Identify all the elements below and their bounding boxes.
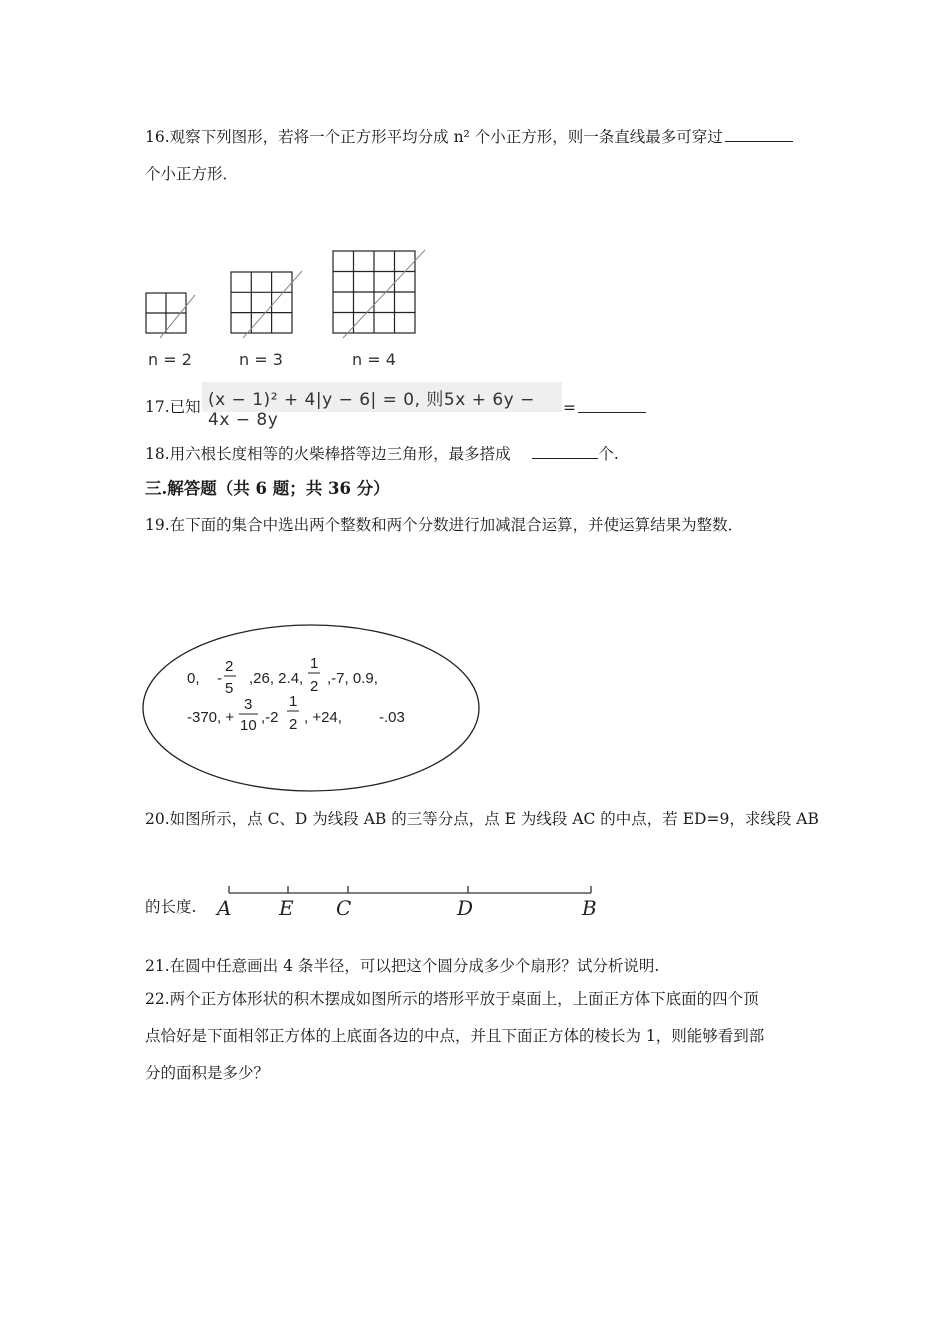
point-b-label: B [582, 896, 597, 920]
section-3-heading: 三.解答题（共 6 题；共 36 分） [145, 479, 390, 498]
q18-answer-blank[interactable] [532, 444, 598, 459]
q17-answer-blank[interactable] [578, 398, 646, 413]
label-n3: n = 3 [239, 350, 283, 369]
q17-formula: (x − 1)² + 4|y − 6| = 0, 则5x + 6y − 4x − 8y [208, 390, 535, 430]
q20-segment-figure [215, 880, 605, 922]
q16-line1 [145, 126, 793, 148]
grid-n4 [333, 251, 415, 333]
q19-text: 19.在下面的集合中选出两个整数和两个分数进行加减混合运算，并使运算结果为整数． [145, 516, 744, 534]
diagonal-n2 [160, 295, 195, 338]
point-c-label: C [336, 896, 352, 920]
set-item-0: 0, [187, 670, 200, 687]
point-e-label: E [279, 896, 294, 920]
set-items-c: -370, + [187, 709, 235, 726]
q16-text: 16.观察下列图形，若将一个正方形平均分成 n² 个小正方形，则一条直线最多可穿过 [145, 128, 723, 146]
q16-line2: 个小正方形． [145, 165, 239, 183]
set-item-last: -.03 [379, 709, 405, 726]
q22-line2: 点恰好是下面相邻正方体的上底面各边的中点，并且下面正方体的棱长为 1，则能够看到部 [145, 1027, 765, 1045]
q16-answer-blank[interactable] [725, 127, 793, 142]
set-minus: - [217, 670, 222, 687]
q20-line1: 20.如图所示，点 C、D 为线段 AB 的三等分点，点 E 为线段 AC 的中点，若 ED=9，求线段 AB [145, 810, 819, 828]
set-frac2-den: 2 [310, 678, 319, 695]
set-frac4-den: 2 [289, 716, 298, 733]
set-frac1-den: 5 [225, 680, 234, 697]
set-frac3-den: 10 [240, 717, 257, 734]
set-items-b: ,-7, 0.9, [327, 670, 378, 687]
set-frac4-num: 1 [289, 693, 298, 710]
q16-grid-figure [140, 245, 440, 375]
q18-suffix: 个. [598, 445, 619, 463]
set-frac3-num: 3 [244, 696, 253, 713]
q21-text: 21.在圆中任意画出 4 条半径，可以把这个圆分成多少个扇形？试分析说明. [145, 957, 660, 975]
q17-formula-box [202, 382, 562, 430]
label-n4: n = 4 [352, 350, 396, 369]
set-frac2-num: 1 [310, 655, 319, 672]
grid-n3 [231, 272, 292, 333]
q18-text: 18.用六根长度相等的火柴棒搭等边三角形，最多搭成 [145, 445, 511, 463]
diagonal-n4 [343, 250, 425, 338]
point-a-label: A [217, 896, 232, 920]
q20-line2: 的长度. [145, 898, 197, 916]
q22-line1: 22.两个正方体形状的积木摆成如图所示的塔形平放于桌面上，上面正方体下底面的四个顶 [145, 990, 759, 1008]
set-ellipse [143, 625, 479, 791]
set-items-d: ,-2 [261, 709, 279, 726]
label-n2: n = 2 [148, 350, 192, 369]
q19-number-set-ellipse [140, 620, 485, 800]
point-d-label: D [457, 896, 474, 920]
q22-line3: 分的面积是多少？ [145, 1064, 270, 1082]
q17-equals: = [563, 399, 576, 417]
q17-answer-line [563, 397, 646, 419]
q18-line [145, 443, 619, 465]
set-items-a: ,26, 2.4, [249, 670, 304, 687]
set-frac1-num: 2 [225, 658, 234, 675]
set-items-e: , +24, [304, 709, 342, 726]
q17-prefix: 17.已知 [145, 398, 201, 416]
